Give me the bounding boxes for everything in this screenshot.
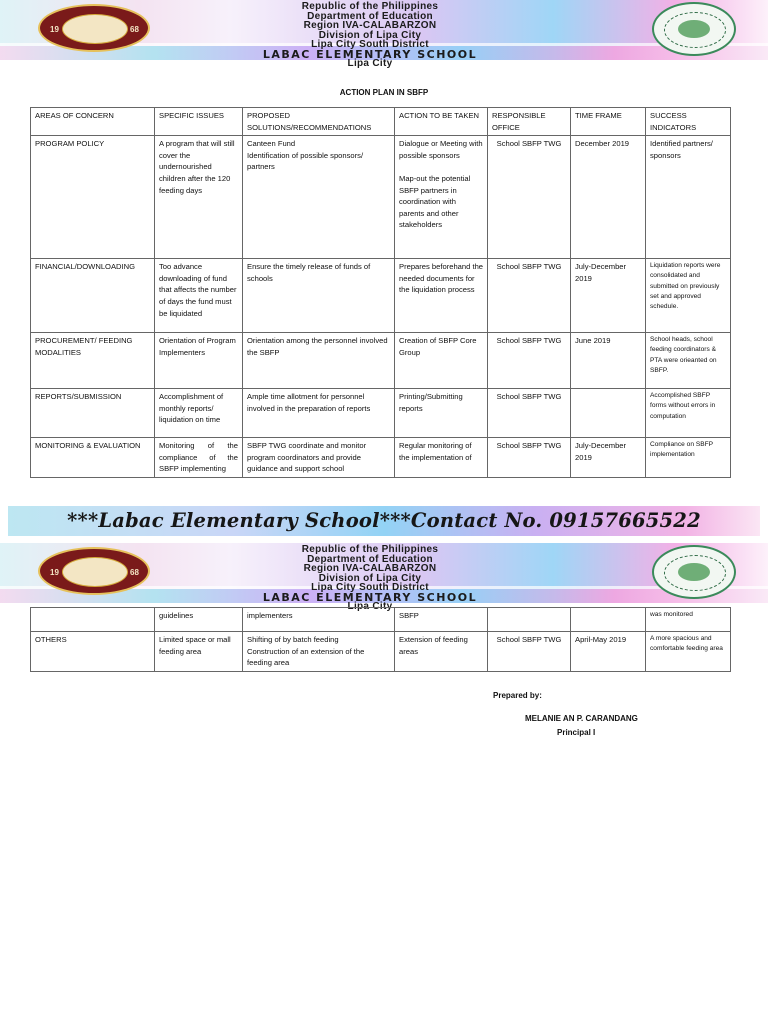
header-line-4: Division of Lipa City [318,572,422,584]
action-plan-table [30,107,731,478]
cell-issues: Orientation of Program Implementers [155,333,243,389]
cell-area: PROCUREMENT/ FEEDING MODALITIES [31,333,155,389]
cell-solutions: SBFP TWG coordinate and monitor program coordinators and provide guidance and support school [243,438,395,478]
cell-indicators: was monitored [646,608,731,632]
school-seal-logo [652,2,736,56]
contact-text: ***Labac Elementary School***Contact No. 09157665522 [67,509,701,532]
cell-office: School SBFP TWG [488,259,571,333]
cell-indicators: School heads, school feeding coordinators & PTA were orieanted on SBFP. [646,333,731,389]
header-line-2: Department of Education [307,10,433,22]
cell-issues: Too advance downloading of fund that affects the number of days the fund must be liquidated [155,259,243,333]
school-seal-logo [652,545,736,599]
header-school-name: LABAC ELEMENTARY SCHOOL [262,47,478,61]
contact-footer-bar [8,506,760,536]
col-header-solutions: PROPOSED SOLUTIONS/RECOMMENDATIONS [243,108,395,136]
cell-time: December 2019 [571,136,646,259]
cell-action: Regular monitoring of the implementation of [395,438,488,478]
deped-seal-logo [38,4,150,52]
cell-indicators: A more spacious and comfortable feeding area [646,632,731,672]
cell-indicators: Compliance on SBFP implementation [646,438,731,478]
header-line-2: Department of Education [307,553,433,565]
header-line-5: Lipa City South District [311,39,429,50]
cell-solutions: Ample time allotment for personnel involved in the preparation of reports [243,389,395,438]
cell-time: April-May 2019 [571,632,646,672]
table-row [31,389,731,438]
seal-year-right: 68 [130,568,139,577]
cell-action: Creation of SBFP Core Group [395,333,488,389]
col-header-issues: SPECIFIC ISSUES [155,108,243,136]
header-line-1: Republic of the Philippines [301,544,439,555]
cell-office: School SBFP TWG [488,136,571,259]
cell-time: July-December 2019 [571,259,646,333]
seal-year-right: 68 [130,25,139,34]
cell-solutions: Canteen Fund Identification of possible sponsors/ partners [243,136,395,259]
cell-area: FINANCIAL/DOWNLOADING [31,259,155,333]
cell-issues: Monitoring of the compliance of the SBFP implementing [155,438,243,478]
cell-area: PROGRAM POLICY [31,136,155,259]
cell-issues: A program that will still cover the undernourished children after the 120 feeding days [155,136,243,259]
cell-issues: Limited space or mall feeding area [155,632,243,672]
cell-area: MONITORING & EVALUATION [31,438,155,478]
header-line-7: Lipa City [347,58,393,69]
table-row [31,632,731,672]
cell-time [571,389,646,438]
seal-year-left: 19 [50,568,59,577]
header-line-1: Republic of the Philippines [301,1,439,12]
cell-solutions: Ensure the timely release of funds of schools [243,259,395,333]
col-header-action: ACTION TO BE TAKEN [395,108,488,136]
seal-center [62,14,128,44]
cell-issues: Accomplishment of monthly reports/ liquidation on time [155,389,243,438]
signer-position: Principal I [557,728,596,737]
header-line-4: Division of Lipa City [318,29,422,41]
table-row [31,608,731,632]
header-school-name: LABAC ELEMENTARY SCHOOL [262,590,478,604]
letterhead-banner [0,543,768,612]
col-header-office: RESPONSIBLE OFFICE [488,108,571,136]
seal-core [678,563,710,581]
col-header-areas: AREAS OF CONCERN [31,108,155,136]
cell-area: REPORTS/SUBMISSION [31,389,155,438]
cell-indicators: Accomplished SBFP forms without errors in computation [646,389,731,438]
cell-action: Printing/Submitting reports [395,389,488,438]
page-title: ACTION PLAN IN SBFP [339,88,429,97]
cell-area [31,608,155,632]
letterhead-banner [0,0,768,69]
table-row [31,136,731,259]
cell-office: School SBFP TWG [488,632,571,672]
cell-office: School SBFP TWG [488,333,571,389]
cell-time [571,608,646,632]
table-row [31,333,731,389]
deped-seal-logo [38,547,150,595]
seal-center [62,557,128,587]
table-row [31,259,731,333]
cell-action: SBFP [395,608,488,632]
cell-area: OTHERS [31,632,155,672]
cell-indicators: Liquidation reports were consolidated and submitted on previously set and approved schedule. [646,259,731,333]
letterhead-text [225,2,515,69]
header-line-7: Lipa City [347,601,393,612]
table-row [31,438,731,478]
cell-solutions: Orientation among the personnel involved the SBFP [243,333,395,389]
cell-action: Prepares beforehand the needed documents for the liquidation process [395,259,488,333]
cell-action: Extension of feeding areas [395,632,488,672]
cell-office: School SBFP TWG [488,389,571,438]
signer-name: MELANIE AN P. CARANDANG [525,714,638,723]
cell-indicators: Identified partners/ sponsors [646,136,731,259]
header-line-3: Region IVA-CALABARZON [303,20,437,31]
table-header-row [31,108,731,136]
col-header-time: TIME FRAME [571,108,646,136]
action-plan-table-continued [30,607,731,672]
cell-time: July-December 2019 [571,438,646,478]
cell-action: Dialogue or Meeting with possible sponsors Map-out the potential SBFP partners in coordination with parents and other stakeholders [395,136,488,259]
cell-office: School SBFP TWG [488,438,571,478]
seal-core [678,20,710,38]
col-header-indicators: SUCCESS INDICATORS [646,108,731,136]
seal-year-left: 19 [50,25,59,34]
cell-solutions: Shifting of by batch feeding Construction of an extension of the feeding area [243,632,395,672]
letterhead-text [225,545,515,612]
cell-issues: guidelines [155,608,243,632]
cell-time: June 2019 [571,333,646,389]
cell-office [488,608,571,632]
cell-solutions: implementers [243,608,395,632]
prepared-by-label: Prepared by: [493,691,542,700]
header-line-5: Lipa City South District [311,582,429,593]
header-line-3: Region IVA-CALABARZON [303,563,437,574]
